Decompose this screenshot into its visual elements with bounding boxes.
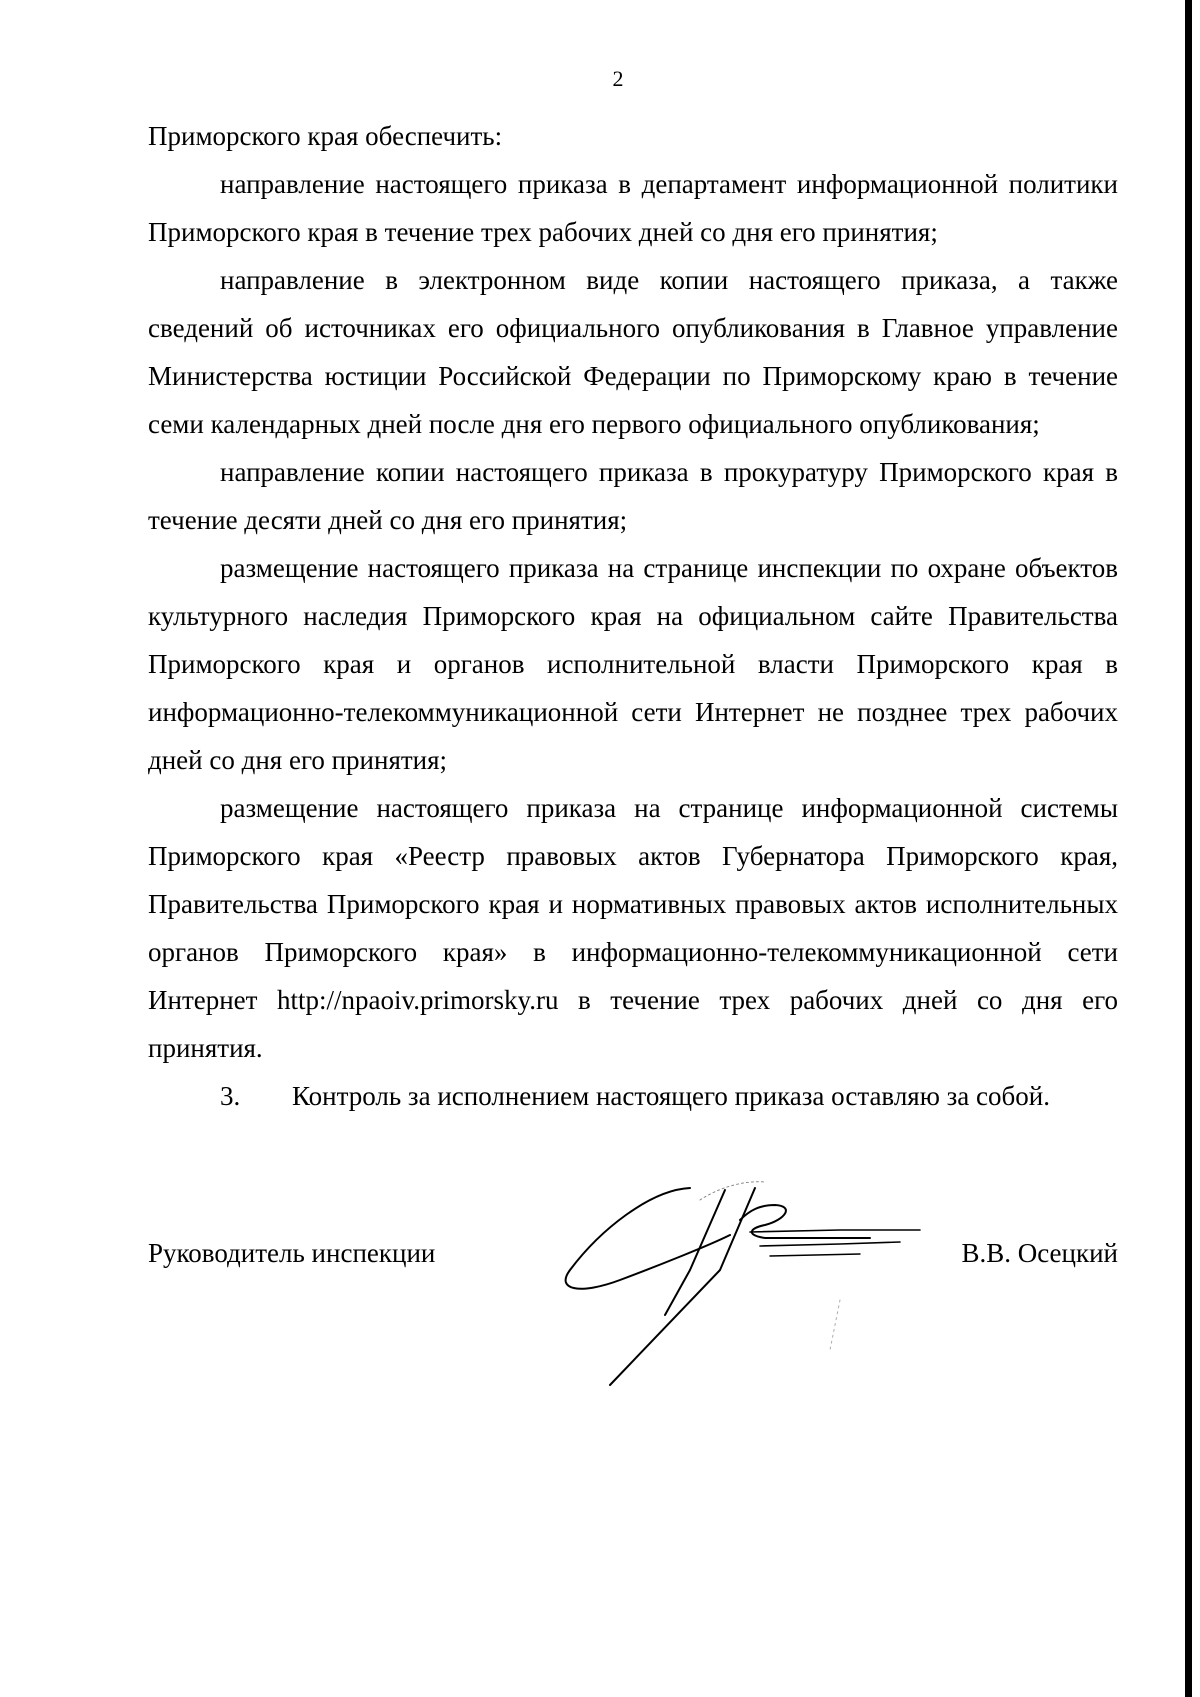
- paragraph-continuation: Приморского края обеспечить:: [148, 121, 503, 151]
- page-number: 2: [612, 66, 624, 91]
- signatory-title: Руководитель инспекции: [148, 1238, 436, 1268]
- paragraph-official-site: размещение настоящего приказа на странице инспекции по охране объектов культурного наследия Приморского края на официальном сайте Правительства Приморского края и органов исполнительной власти Приморского края в информационно-телекоммуникационной сети Интернет не позднее трех рабочих дней со дня его принятия;: [148, 553, 1118, 775]
- signatory-name: В.В. Осецкий: [961, 1238, 1118, 1268]
- point-number: 3.: [220, 1081, 241, 1111]
- document-body: [148, 112, 1118, 1120]
- handwritten-signature: [540, 1160, 940, 1400]
- page-edge-border: [1185, 0, 1192, 1697]
- paragraph-info-policy: направление настоящего приказа в департамент информационной политики Приморского края в течение трех рабочих дней со дня его принятия;: [148, 169, 1118, 247]
- paragraph-prosecutor: направление копии настоящего приказа в прокуратуру Приморского края в течение десяти дней со дня его принятия;: [148, 457, 1118, 535]
- paragraph-point-3: [148, 1072, 1118, 1120]
- paragraph-legal-registry: размещение настоящего приказа на странице информационной системы Приморского края «Реестр правовых актов Губернатора Приморского края, Правительства Приморского края и нормативных правовых актов исполнительных органов Приморского края» в информационно-телекоммуникационной сети Интернет http://npaoiv.primorsky.ru в течение трех рабочих дней со дня его принятия.: [148, 793, 1118, 1063]
- paragraph-justice-ministry: направление в электронном виде копии настоящего приказа, а также сведений об источниках его официального опубликования в Главное управление Министерства юстиции Российской Федерации по Приморскому краю в течение семи календарных дней после дня его первого официального опубликования;: [148, 265, 1118, 439]
- point-text: Контроль за исполнением настоящего приказа оставляю за собой.: [292, 1081, 1050, 1111]
